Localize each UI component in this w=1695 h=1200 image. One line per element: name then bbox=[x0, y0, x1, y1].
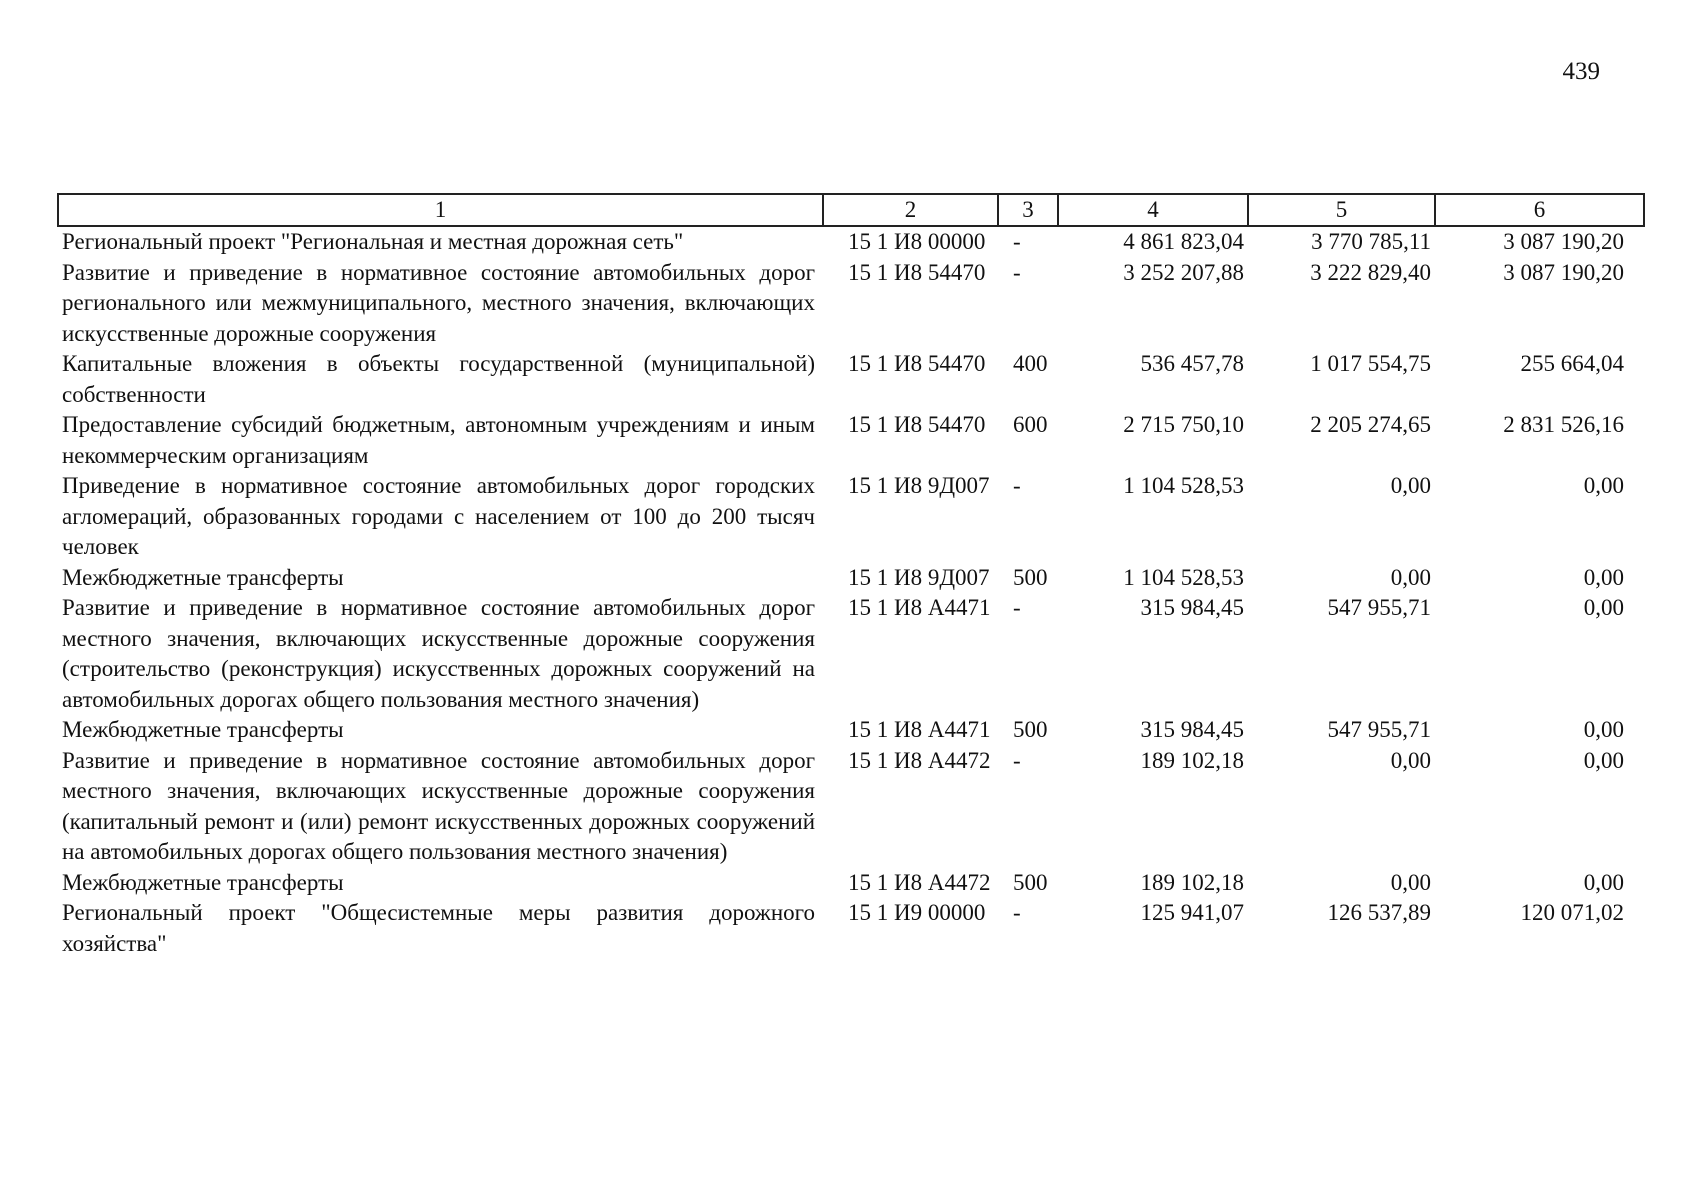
row-value-col4: 315 984,45 bbox=[1140, 717, 1244, 742]
row-value-col5: 3 770 785,11 bbox=[1311, 229, 1431, 254]
row-value-col4: 315 984,45 bbox=[1140, 595, 1244, 620]
column-header-1: 1 bbox=[58, 194, 823, 226]
table-row bbox=[58, 410, 1644, 471]
row-value-col4: 125 941,07 bbox=[1140, 900, 1244, 925]
table-body bbox=[58, 226, 1644, 959]
row-name: Региональный проект "Общесистемные меры развития дорожного хозяйства" bbox=[62, 900, 815, 956]
row-code: 15 1 И8 А4471 bbox=[848, 595, 991, 620]
row-code: 15 1 И8 54470 bbox=[848, 351, 986, 376]
table-row bbox=[58, 898, 1644, 959]
column-header-6: 6 bbox=[1435, 194, 1644, 226]
row-expense-type: 500 bbox=[1013, 717, 1048, 742]
budget-table bbox=[57, 193, 1645, 959]
row-value-col4: 3 252 207,88 bbox=[1123, 259, 1244, 285]
row-value-col4: 536 457,78 bbox=[1140, 351, 1244, 376]
header-row bbox=[58, 194, 1644, 226]
table-row bbox=[58, 868, 1644, 899]
row-expense-type: - bbox=[1013, 259, 1021, 285]
row-value-col5: 547 955,71 bbox=[1327, 595, 1431, 620]
row-value-col4: 2 715 750,10 bbox=[1123, 412, 1244, 437]
column-header-3: 3 bbox=[998, 194, 1058, 226]
row-value-col5: 0,00 bbox=[1390, 473, 1431, 498]
row-value-col6: 0,00 bbox=[1583, 747, 1624, 773]
row-code: 15 1 И9 00000 bbox=[848, 900, 986, 925]
column-header-4: 4 bbox=[1058, 194, 1248, 226]
row-expense-type: - bbox=[1013, 473, 1021, 498]
row-value-col5: 0,00 bbox=[1390, 564, 1431, 590]
column-header-5: 5 bbox=[1248, 194, 1435, 226]
row-name: Межбюджетные трансферты bbox=[62, 564, 344, 590]
row-value-col5: 0,00 bbox=[1390, 869, 1431, 895]
table-row bbox=[58, 471, 1644, 563]
row-code: 15 1 И8 00000 bbox=[848, 229, 986, 254]
row-value-col4: 1 104 528,53 bbox=[1123, 564, 1244, 590]
table-row bbox=[58, 563, 1644, 594]
row-code: 15 1 И8 9Д007 bbox=[848, 473, 990, 498]
row-value-col6: 120 071,02 bbox=[1520, 900, 1624, 925]
row-value-col5: 3 222 829,40 bbox=[1310, 259, 1431, 285]
table-row bbox=[58, 349, 1644, 410]
row-value-col4: 1 104 528,53 bbox=[1123, 473, 1244, 498]
row-expense-type: - bbox=[1013, 595, 1021, 620]
row-value-col5: 547 955,71 bbox=[1327, 717, 1431, 742]
row-value-col5: 1 017 554,75 bbox=[1310, 351, 1431, 376]
row-name: Приведение в нормативное состояние автомобильных дорог городских агломераций, образованных городами с населением от 100 до 200 тысяч человек bbox=[62, 473, 815, 559]
row-name: Развитие и приведение в нормативное состояние автомобильных дорог местного значения, включающих искусственные дорожные сооружения (строительство (реконструкция) искусственных дорожных сооружений на автомобильных дорогах общего пользования местного значения) bbox=[62, 595, 815, 712]
row-value-col6: 0,00 bbox=[1583, 717, 1624, 742]
row-expense-type: 600 bbox=[1013, 412, 1048, 437]
row-value-col6: 3 087 190,20 bbox=[1503, 259, 1624, 285]
row-name: Развитие и приведение в нормативное состояние автомобильных дорог местного значения, включающих искусственные дорожные сооружения (капитальный ремонт и (или) ремонт искусственных дорожных сооружений на автомобильных дорогах общего пользования местного значения) bbox=[62, 747, 815, 864]
row-value-col6: 0,00 bbox=[1583, 473, 1624, 498]
row-value-col5: 0,00 bbox=[1390, 747, 1431, 773]
table-row bbox=[58, 226, 1644, 258]
row-value-col4: 4 861 823,04 bbox=[1123, 229, 1244, 254]
row-code: 15 1 И8 А4472 bbox=[848, 747, 991, 773]
column-header-2: 2 bbox=[823, 194, 998, 226]
row-value-col4: 189 102,18 bbox=[1140, 747, 1244, 773]
row-value-col6: 0,00 bbox=[1583, 869, 1624, 895]
row-value-col6: 255 664,04 bbox=[1520, 351, 1624, 376]
row-name: Развитие и приведение в нормативное состояние автомобильных дорог регионального или межмуниципального, местного значения, включающих искусственные дорожные сооружения bbox=[62, 259, 815, 346]
row-expense-type: 500 bbox=[1013, 564, 1048, 590]
row-expense-type: 500 bbox=[1013, 869, 1048, 895]
row-expense-type: - bbox=[1013, 900, 1021, 925]
row-name: Межбюджетные трансферты bbox=[62, 717, 344, 742]
row-value-col6: 0,00 bbox=[1583, 564, 1624, 590]
row-expense-type: 400 bbox=[1013, 351, 1048, 376]
row-code: 15 1 И8 54470 bbox=[848, 259, 986, 285]
row-name: Межбюджетные трансферты bbox=[62, 869, 344, 895]
row-name: Предоставление субсидий бюджетным, автономным учреждениям и иным некоммерческим организациям bbox=[62, 412, 815, 468]
table-row bbox=[58, 258, 1644, 350]
row-expense-type: - bbox=[1013, 229, 1021, 254]
row-value-col4: 189 102,18 bbox=[1140, 869, 1244, 895]
row-value-col6: 0,00 bbox=[1583, 595, 1624, 620]
row-code: 15 1 И8 9Д007 bbox=[848, 564, 990, 590]
row-expense-type: - bbox=[1013, 747, 1021, 773]
row-code: 15 1 И8 А4471 bbox=[848, 717, 991, 742]
page-number: 439 bbox=[1562, 58, 1600, 85]
row-name: Капитальные вложения в объекты государственной (муниципальной) собственности bbox=[62, 351, 815, 407]
table-row bbox=[58, 593, 1644, 715]
row-value-col6: 3 087 190,20 bbox=[1503, 229, 1624, 254]
row-code: 15 1 И8 А4472 bbox=[848, 869, 991, 895]
row-name: Региональный проект "Региональная и местная дорожная сеть" bbox=[62, 229, 684, 254]
table-row bbox=[58, 715, 1644, 746]
table-row bbox=[58, 746, 1644, 868]
table-header bbox=[58, 194, 1644, 226]
row-code: 15 1 И8 54470 bbox=[848, 412, 986, 437]
row-value-col5: 126 537,89 bbox=[1327, 900, 1431, 925]
row-value-col5: 2 205 274,65 bbox=[1310, 412, 1431, 437]
row-value-col6: 2 831 526,16 bbox=[1503, 412, 1624, 437]
